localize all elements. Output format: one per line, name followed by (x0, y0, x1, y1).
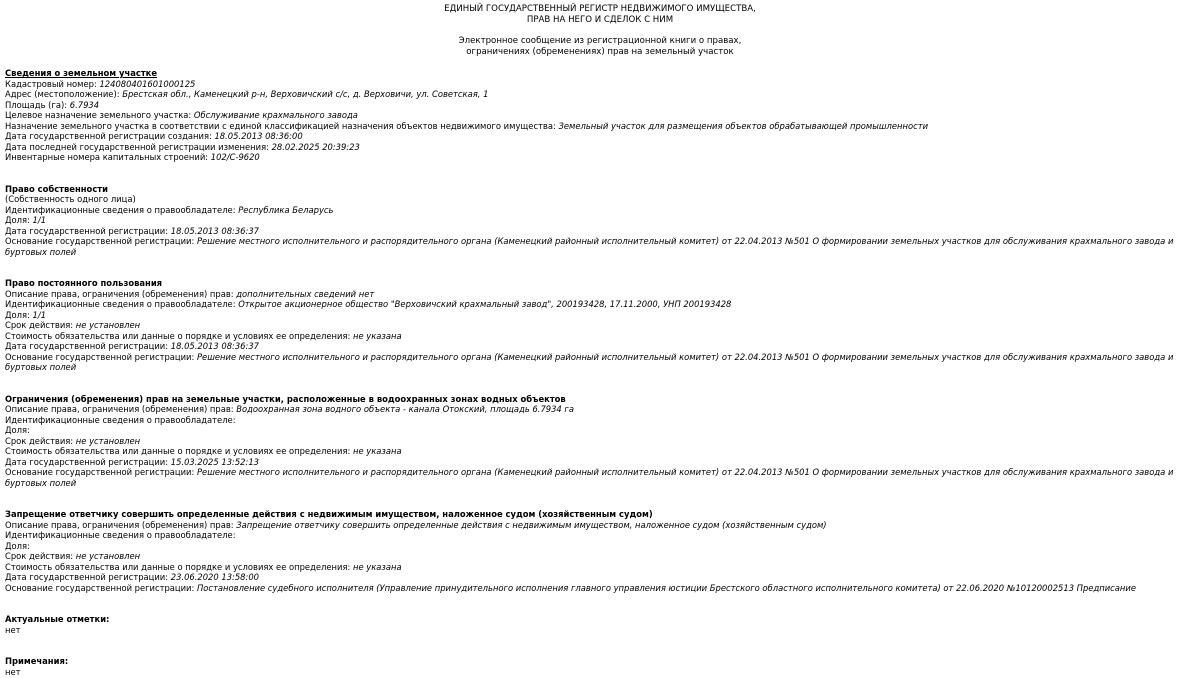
registration-date (5, 226, 1195, 237)
field-label: Основание государственной регистрации: (5, 351, 197, 362)
address (5, 89, 1195, 100)
field-value: Земельный участок для размещения объектов обрабатывающей промышленности (558, 120, 929, 131)
section-title-notes: Примечания: (5, 656, 69, 666)
field-value: Республика Беларусь (238, 204, 334, 215)
term (5, 436, 1195, 447)
section-title-ownership: Право собственности (5, 183, 109, 194)
field-label: Основание государственной регистрации: (5, 467, 197, 477)
field-label: Дата государственной регистрации: (5, 225, 171, 236)
document-header (5, 4, 1195, 57)
holder: Идентификационные сведения о правообладателе: (5, 414, 236, 425)
creation-date (5, 131, 1195, 142)
field-value: 18.05.2013 08:36:37 (170, 341, 259, 351)
field-value: Постановление судебного исполнителя (Управление принудительного исполнения главного управления юстиции Брестского областного исполнительного комитета) от 22.06.2020 №10120002513 Предписание (197, 582, 1136, 593)
section-title-current-marks: Актуальные отметки: (5, 614, 110, 624)
field-label: Дата государственной регистрации: (5, 572, 171, 582)
field-value: 18.05.2013 08:36:00 (214, 131, 303, 141)
section-permanent-use (5, 278, 1195, 373)
inventory-numbers (5, 152, 1195, 163)
notes-value: нет (5, 666, 21, 677)
section-title-land-plot: Сведения о земельном участке (5, 68, 158, 78)
field-label: Стоимость обязательства или данные о порядке и условиях ее определения: (5, 561, 353, 572)
registration-date (5, 572, 1195, 583)
section-land-plot (5, 68, 1195, 163)
registration-basis (5, 352, 1195, 373)
purpose (5, 110, 1195, 121)
current-marks-value: нет (5, 624, 21, 635)
section-current-marks (5, 614, 1195, 635)
field-label: Стоимость обязательства или данные о порядке и условиях ее определения: (5, 330, 353, 341)
field-label: Основание государственной регистрации: (5, 236, 197, 246)
field-label: Дата государственной регистрации: (5, 341, 171, 351)
field-value: дополнительных сведений нет (236, 288, 375, 299)
field-label: Назначение земельного участка в соответствии с единой классификацией назначения объектов недвижимого имущества: (5, 120, 559, 131)
field-label: Описание права, ограничения (обременения) прав: (5, 519, 237, 530)
right-description (5, 520, 1195, 531)
field-label: Стоимость обязательства или данные о порядке и условиях ее определения: (5, 446, 353, 456)
section-title-water-zone: Ограничения (обременения) прав на земельные участки, расположенные в водоохранных зонах водных объектов (5, 393, 566, 404)
field-label: Доля: (5, 309, 33, 320)
field-value: Запрещение ответчику совершить определенные действия с недвижимым имуществом, наложенное судом (хозяйственным судом) (236, 519, 827, 530)
cost (5, 562, 1195, 573)
field-value: 102/С-9620 (210, 152, 260, 162)
cost (5, 446, 1195, 457)
last-change-date (5, 142, 1195, 153)
right-description (5, 289, 1195, 300)
field-label: Срок действия: (5, 320, 76, 330)
holder: Идентификационные сведения о правообладателе: (5, 530, 236, 540)
field-label: Дата последней государственной регистрации изменения: (5, 141, 272, 152)
right-description (5, 404, 1195, 415)
field-label: Дата государственной регистрации создания: (5, 131, 215, 141)
field-value: Брестская обл., Каменецкий р-н, Верховичский с/с, д. Верховичи, ул. Советская, 1 (122, 89, 489, 99)
field-label: Идентификационные сведения о правообладателе: (5, 204, 239, 215)
field-value: Решение местного исполнительного и распорядительного органа (Каменецкий районный исполнительный комитет) от 22.04.2013 №501 О формировании земельных участков для обслуживания крахмального завода и буртовых полей (5, 351, 1174, 372)
classification (5, 121, 1195, 132)
field-value: 28.02.2025 20:39:23 (271, 141, 360, 152)
registration-basis (5, 236, 1195, 257)
ownership-subtitle: (Собственность одного лица) (5, 194, 136, 204)
field-label: Срок действия: (5, 435, 76, 446)
field-label: Идентификационные сведения о правообладателе: (5, 299, 239, 309)
registration-basis (5, 583, 1195, 594)
area (5, 100, 1195, 111)
field-value: 23.06.2020 13:58:00 (170, 572, 259, 582)
holder (5, 299, 1195, 310)
term (5, 320, 1195, 331)
field-value: Решение местного исполнительного и распорядительного органа (Каменецкий районный исполнительный комитет) от 22.04.2013 №501 О формировании земельных участков для обслуживания крахмального завода и буртовых полей (5, 467, 1174, 488)
section-title-court-ban: Запрещение ответчику совершить определенные действия с недвижимым имуществом, наложенное судом (хозяйственным судом) (5, 509, 653, 519)
field-value: не указана (352, 446, 402, 456)
field-value: 1/1 (32, 215, 47, 225)
header-subtitle-line-2: ограничениях (обременениях) прав на земельный участок (466, 46, 734, 57)
registration-date (5, 457, 1195, 468)
field-value: Водоохранная зона водного объекта - канала Отокский, площадь 6.7934 га (236, 404, 574, 414)
field-label: Площадь (га): (5, 99, 70, 110)
field-value: Открытое акционерное общество "Верховичский крахмальный завод", 200193428, 17.11.2000, УНП 200193428 (238, 299, 732, 309)
holder (5, 205, 1195, 216)
field-label: Дата государственной регистрации: (5, 456, 171, 467)
field-label: Целевое назначение земельного участка: (5, 110, 194, 120)
field-value: не установлен (75, 435, 141, 446)
section-title-permanent-use: Право постоянного пользования (5, 278, 163, 288)
cadastral-number (5, 79, 1195, 90)
term (5, 551, 1195, 562)
field-value: 15.03.2025 13:52:13 (170, 456, 259, 467)
header-subtitle-line-1: Электронное сообщение из регистрационной книги о правах, (458, 36, 742, 46)
registration-date (5, 341, 1195, 352)
section-notes (5, 656, 1195, 677)
field-value: Решение местного исполнительного и распорядительного органа (Каменецкий районный исполнительный комитет) от 22.04.2013 №501 О формировании земельных участков для обслуживания крахмального завода и буртовых полей (5, 236, 1174, 257)
field-label: Доля: (5, 215, 33, 225)
field-label: Кадастровый номер: (5, 78, 100, 89)
section-water-zone (5, 394, 1195, 489)
share: Доля: (5, 425, 30, 435)
registration-basis (5, 467, 1195, 488)
field-label: Описание права, ограничения (обременения) прав: (5, 288, 237, 299)
section-ownership (5, 184, 1195, 258)
field-value: 18.05.2013 08:36:37 (170, 225, 259, 236)
section-court-ban (5, 509, 1195, 593)
field-value: 1/1 (32, 309, 47, 320)
field-label: Описание права, ограничения (обременения) прав: (5, 404, 237, 414)
cost (5, 331, 1195, 342)
share: Доля: (5, 540, 30, 551)
header-title-line-2: ПРАВ НА НЕГО И СДЕЛОК С НИМ (526, 14, 674, 25)
field-label: Адрес (местоположение): (5, 89, 123, 99)
field-value: не установлен (75, 320, 141, 330)
share (5, 215, 1195, 226)
field-label: Инвентарные номера капитальных строений: (5, 152, 211, 162)
field-value: не установлен (75, 551, 141, 561)
field-value: 6.7934 (69, 99, 100, 110)
share (5, 310, 1195, 321)
field-value: Обслуживание крахмального завода (193, 110, 358, 120)
field-value: 124080401601000125 (99, 78, 196, 89)
field-value: не указана (352, 561, 402, 572)
field-label: Срок действия: (5, 551, 76, 561)
field-value: не указана (352, 330, 402, 341)
header-title-line-1: ЕДИНЫЙ ГОСУДАРСТВЕННЫЙ РЕГИСТР НЕДВИЖИМОГО ИМУЩЕСТВА, (444, 4, 756, 14)
field-label: Основание государственной регистрации: (5, 582, 197, 593)
